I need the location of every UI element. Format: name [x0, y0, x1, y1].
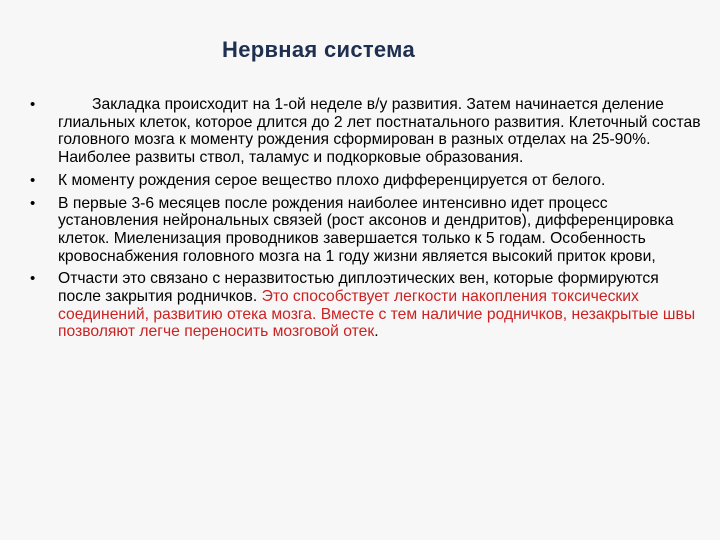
bullet-text-highlight: Это способствует легкости накопления токсических соединений, развитию отека мозга. Вместе с тем наличие родничков, незакрытые швы позволяют легче переносить мозговой отек	[58, 288, 696, 341]
bullet-text: В первые 3-6 месяцев после рождения наиболее интенсивно идет процесс установления нейрональных связей (рост аксонов и дендритов), дифференцировка клеток. Миеленизация проводников завершается только к 5 годам. Особенность кровоснабжения головного мозга на 1 году жизни является высокий приток крови,	[58, 194, 674, 265]
bullet-marker: •	[30, 270, 36, 288]
bullet-item-2	[22, 172, 702, 190]
slide-title: Нервная система	[222, 37, 415, 62]
bullet-marker: •	[30, 171, 36, 189]
bullet-text: К моменту рождения серое вещество плохо дифференцируется от белого.	[58, 171, 606, 189]
bullet-item-3	[22, 195, 702, 266]
bullet-marker: •	[30, 96, 36, 113]
bullet-item-1	[22, 96, 702, 167]
bullet-marker: •	[30, 194, 36, 212]
bullet-list	[22, 96, 702, 346]
bullet-text: Закладка происходит на 1-ой неделе в/у развития. Затем начинается деление глиальных клеток, которое длится до 2 лет постнатального развития. Клеточный состав головного мозга к моменту рождения сформирован в разных отделах на 25-90%. Наиболее развиты ствол, таламус и подкорковые образования.	[58, 96, 701, 167]
bullet-text: Отчасти это связано с неразвитостью диплоэтических вен, которые формируются после закрытия родничков.	[58, 270, 659, 306]
bullet-text-end: .	[374, 323, 379, 341]
bullet-item-4	[22, 270, 702, 341]
